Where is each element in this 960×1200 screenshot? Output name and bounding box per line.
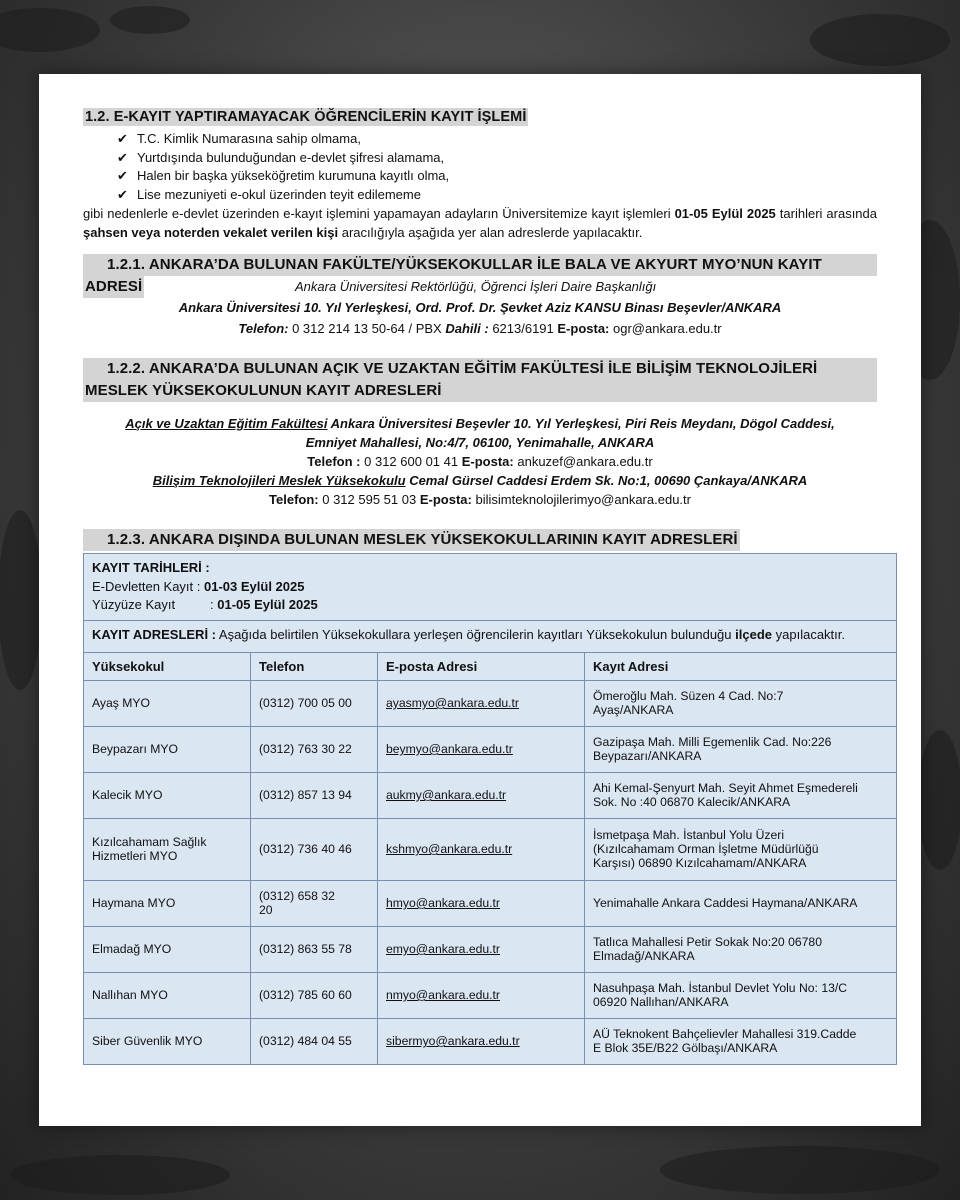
section-122 [83,358,877,509]
school-email-link[interactable]: nmyo@ankara.edu.tr [386,988,500,1002]
table-row [84,926,897,972]
school-address: Ömeroğlu Mah. Süzen 4 Cad. No:7 Ayaş/ANKARA [585,680,897,726]
school-email-link[interactable]: kshmyo@ankara.edu.tr [386,842,513,856]
school-address: Ahi Kemal-Şenyurt Mah. Seyit Ahmet Eşmedereli Sok. No :40 06870 Kalecik/ANKARA [585,772,897,818]
school-name: Kalecik MYO [84,772,251,818]
school-phone: (0312) 658 32 20 [251,880,378,926]
reason-item: ✔ Yurtdışında bulunduğundan e-devlet şifresi alamama, [117,149,877,168]
registration-dates-cell: KAYIT TARİHLERİ : E-Devletten Kayıt : 01-03 Eylül 2025 Yüzyüze Kayıt : 01-05 Eylül 2025 [84,554,897,621]
document-page [39,74,921,1126]
table-row [84,972,897,1018]
school-name: Siber Güvenlik MYO [84,1018,251,1064]
school-address: Tatlıca Mahallesi Petir Sokak No:20 06780 Elmadağ/ANKARA [585,926,897,972]
school-phone: (0312) 785 60 60 [251,972,378,1018]
school-address: Nasuhpaşa Mah. İstanbul Devlet Yolu No: 13/C 06920 Nallıhan/ANKARA [585,972,897,1018]
school-phone: (0312) 736 40 46 [251,818,378,880]
column-header: E-posta Adresi [378,652,585,680]
school-phone: (0312) 763 30 22 [251,726,378,772]
school-email-link[interactable]: aukmy@ankara.edu.tr [386,788,507,802]
registration-table [83,553,897,1065]
btmyo-address: Bilişim Teknolojileri Meslek Yüksekokulu Cemal Gürsel Caddesi Erdem Sk. No:1, 00690 Çankaya/ANKARA [152,473,808,488]
school-phone: (0312) 857 13 94 [251,772,378,818]
rectorate-address: Ankara Üniversitesi 10. Yıl Yerleşkesi, Ord. Prof. Dr. Şevket Aziz KANSU Binası Beşevler/ANKARA [178,300,782,315]
school-email-link[interactable]: beymyo@ankara.edu.tr [386,742,513,756]
school-name: Elmadağ MYO [84,926,251,972]
school-email-link[interactable]: emyo@ankara.edu.tr [386,942,500,956]
column-header: Telefon [251,652,378,680]
table-row [84,1018,897,1064]
school-name: Beypazarı MYO [84,726,251,772]
check-icon: ✔ [117,149,128,165]
school-email-link[interactable]: sibermyo@ankara.edu.tr [386,1034,520,1048]
school-name: Kızılcahamam Sağlık Hizmetleri MYO [84,818,251,880]
table-header-row [84,652,897,680]
rectorate-contact: Telefon: 0 312 214 13 50-64 / PBX Dahili : 6213/6191 E-posta: ogr@ankara.edu.tr [238,321,722,336]
reason-item: ✔ Halen bir başka yükseköğretim kurumuna kayıtlı olma, [117,167,877,186]
table-row [84,726,897,772]
table-row [84,880,897,926]
school-phone: (0312) 700 05 00 [251,680,378,726]
auzef-address-line2: Emniyet Mahallesi, No:4/7, 06100, Yenimahalle, ANKARA [305,435,655,450]
section-12-heading: 1.2. E-KAYIT YAPTIRAMAYACAK ÖĞRENCİLERİN KAYIT İŞLEMİ [85,109,527,125]
section-121-heading-line1: 1.2.1. ANKARA’DA BULUNAN FAKÜLTE/YÜKSEKOKULLAR İLE BALA VE AKYURT MYO’NUN KAYIT [83,254,877,276]
school-name: Nallıhan MYO [84,972,251,1018]
auzef-contact: Telefon : 0 312 600 01 41 E-posta: ankuzef@ankara.edu.tr [307,454,653,469]
section-123 [83,529,877,1065]
school-phone: (0312) 863 55 78 [251,926,378,972]
section-122-heading-line2: MESLEK YÜKSEKOKULUNUN KAYIT ADRESLERİ [83,380,877,402]
registration-addresses-cell: KAYIT ADRESLERİ : Aşağıda belirtilen Yüksekokullara yerleşen öğrencilerin kayıtları Yüksekokulun bulunduğu ilçede yapılacaktır. [84,620,897,652]
section-121 [83,254,877,338]
reason-item: ✔ T.C. Kimlik Numarasına sahip olmama, [117,130,877,149]
school-phone: (0312) 484 04 55 [251,1018,378,1064]
section-123-heading: 1.2.3. ANKARA DIŞINDA BULUNAN MESLEK YÜKSEKOKULLARININ KAYIT ADRESLERİ [83,529,740,551]
check-icon: ✔ [117,131,128,146]
table-row [84,772,897,818]
section-122-heading-line1: 1.2.2. ANKARA’DA BULUNAN AÇIK VE UZAKTAN EĞİTİM FAKÜLTESİ İLE BİLİŞİM TEKNOLOJİLERİ [83,358,877,380]
check-icon: ✔ [117,186,128,202]
office-name: Ankara Üniversitesi Rektörlüğü, Öğrenci İşleri Daire Başkanlığı [295,279,657,294]
school-email-link[interactable]: hmyo@ankara.edu.tr [386,896,500,910]
school-address: AÜ Teknokent Bahçelievler Mahallesi 319.Cadde E Blok 35E/B22 Gölbaşı/ANKARA [585,1018,897,1064]
school-name: Haymana MYO [84,880,251,926]
btmyo-contact: Telefon: 0 312 595 51 03 E-posta: bilisimteknolojilerimyo@ankara.edu.tr [269,492,691,507]
column-header: Kayıt Adresi [585,652,897,680]
section-121-heading-line2: ADRESİ [83,276,144,298]
school-address: İsmetpaşa Mah. İstanbul Yolu Üzeri (Kızılcahamam Orman İşletme Müdürlüğü Karşısı) 06890 Kızılcahamam/ANKARA [585,818,897,880]
table-row [84,818,897,880]
school-email-link[interactable]: ayasmyo@ankara.edu.tr [386,696,519,710]
column-header: Yüksekokul [84,652,251,680]
table-row [84,680,897,726]
school-address: Gazipaşa Mah. Milli Egemenlik Cad. No:226 Beypazarı/ANKARA [585,726,897,772]
reason-item: ✔ Lise mezuniyeti e-okul üzerinden teyit edilememe [117,186,877,205]
school-address: Yenimahalle Ankara Caddesi Haymana/ANKARA [585,880,897,926]
section-12-paragraph: gibi nedenlerle e-devlet üzerinden e-kayıt işlemini yapamayan adayların Üniversitemize kayıt işlemleri 01-05 Eylül 2025 tarihleri arasında şahsen veya noterden vekalet verilen kişi aracılığıyla aşağıda yer alan adreslerde yapılacaktır. [83,206,877,240]
auzef-address: Açık ve Uzaktan Eğitim Fakültesi Ankara Üniversitesi Beşevler 10. Yıl Yerleşkesi, Piri Reis Meydanı, Dögol Caddesi, [125,416,835,431]
school-name: Ayaş MYO [84,680,251,726]
check-icon: ✔ [117,168,128,183]
reasons-list [83,130,877,204]
